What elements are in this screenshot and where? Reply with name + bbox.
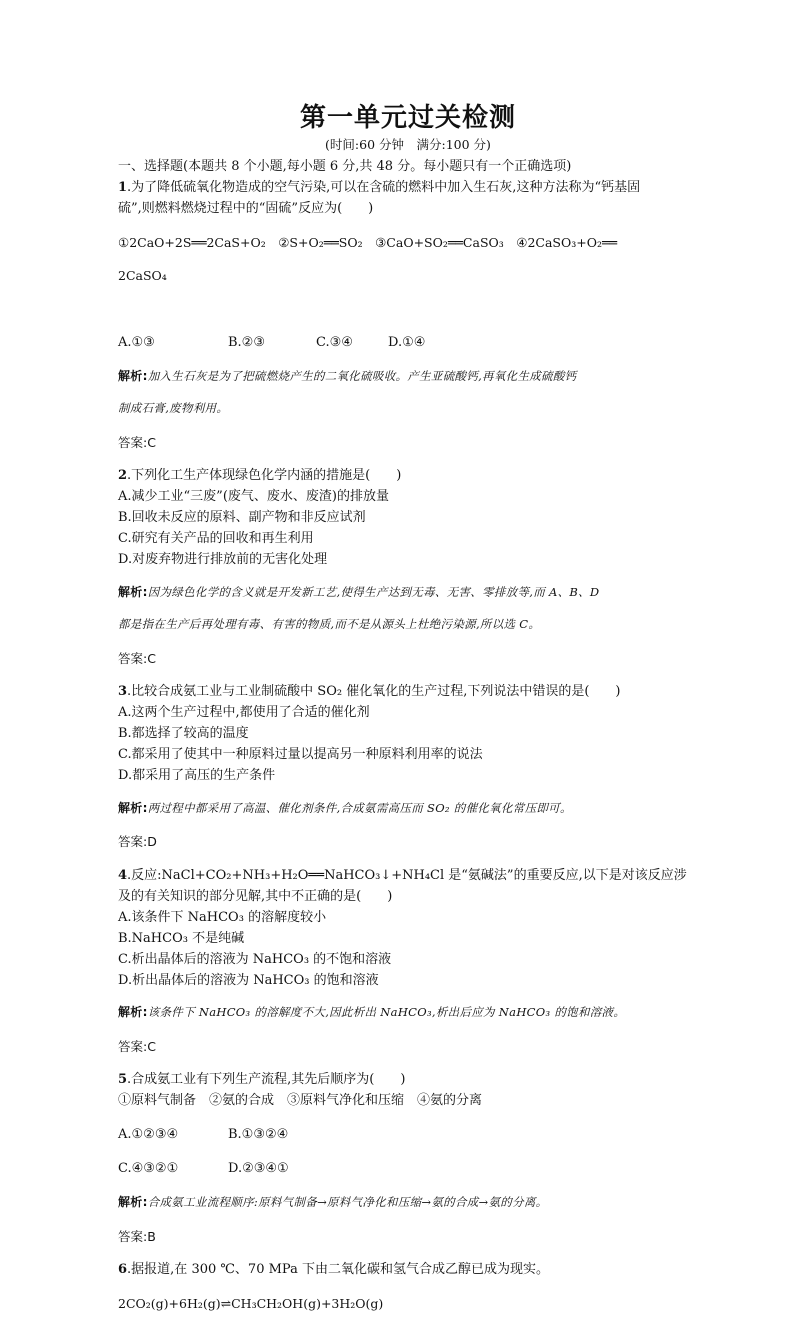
question-6 [118,1259,698,1314]
explanation-label: 解析: [118,1005,148,1019]
explanation-text: 加入生石灰是为了把硫燃烧产生的二氧化硫吸收。产生亚硫酸钙,再氧化生成硫酸钙 [147,368,577,383]
explanation-label: 解析: [118,368,148,383]
question-number: 5 [118,1072,128,1087]
page-title: 第一单元过关检测 [299,103,516,133]
option: D.②③④① [228,1161,289,1176]
explanation [118,1192,698,1213]
explanation-text: 合成氨工业流程顺序:原料气制备→原料气净化和压缩→氨的合成→氨的分离。 [147,1195,548,1209]
option: A.减少工业“三废”(废气、废水、废渣)的排放量 [118,489,389,504]
option: D.对废弃物进行排放前的无害化处理 [118,552,328,567]
explanation [118,798,698,819]
question-stem [118,865,698,886]
option: B.②③ [228,334,265,350]
explanation-text: 都是指在生产后再处理有毒、有害的物质,而不是从源头上杜绝污染源,所以选 C。 [118,617,541,631]
question-number: 1 [118,180,128,195]
answer-value: C [147,650,156,666]
question-stem [118,465,698,486]
equation-list: 2CaSO₄ [118,268,167,283]
exam-duration-score: (时间:60 分钟 满分:100 分) [325,137,491,152]
answer [118,648,698,669]
option-row [118,332,698,353]
exam-page [118,100,698,1326]
explanation [118,366,698,387]
question-5 [118,1069,698,1247]
section-heading: 一、选择题(本题共 8 个小题,每小题 6 分,共 48 分。每小题只有一个正确选项) [118,159,572,174]
question-text: .下列化工生产体现绿色化学内涵的措施是( ) [127,468,402,483]
question-number: 2 [118,468,128,483]
option: C.④③②① [118,1161,179,1176]
answer-label: 答案: [118,650,148,666]
option: C.研究有关产品的回收和再生利用 [118,531,314,546]
question-stem [118,177,698,198]
option: D.①④ [388,334,426,350]
explanation-text: 两过程中都采用了高温、催化剂条件,合成氨需高压而 SO₂ 的催化氧化常压即可。 [147,800,572,815]
option: C.③④ [316,334,353,350]
answer-label: 答案: [118,434,148,450]
answer-value: B [147,1228,156,1244]
question-2 [118,465,698,669]
question-3 [118,681,698,852]
answer [118,1226,698,1247]
process-steps: ①原料气制备 ②氨的合成 ③原料气净化和压缩 ④氨的分离 [118,1093,483,1108]
question-stem [118,681,698,702]
question-text: 及的有关知识的部分见解,其中不正确的是( ) [118,888,393,904]
question-4 [118,865,698,1057]
question-number: 4 [118,867,128,883]
explanation-label: 解析: [118,800,148,815]
option: D.析出晶体后的溶液为 NaHCO₃ 的饱和溶液 [118,972,379,988]
answer-value: C [147,434,156,450]
option: C.都采用了使其中一种原料过量以提高另一种原料利用率的说法 [118,747,483,762]
explanation-text: 因为绿色化学的含义就是开发新工艺,使得生产达到无毒、无害、零排放等,而 A、B、D [147,584,600,599]
equation-list: ①2CaO+2S══2CaS+O₂ ②S+O₂══SO₂ ③CaO+SO₂══CaSO₃ ④2CaSO₃+O₂══ [118,234,618,250]
question-text: .比较合成氨工业与工业制硫酸中 SO₂ 催化氧化的生产过程,下列说法中错误的是( ) [127,684,621,699]
question-text: 硫”,则燃料燃烧过程中的“固硫”反应为( ) [118,201,374,216]
explanation-text: 该条件下 NaHCO₃ 的溶解度不大,因此析出 NaHCO₃,析出后应为 NaHCO₃ 的饱和溶液。 [147,1005,626,1019]
option: C.析出晶体后的溶液为 NaHCO₃ 的不饱和溶液 [118,951,392,967]
answer-label: 答案: [118,1228,148,1244]
option: A.该条件下 NaHCO₃ 的溶解度较小 [118,909,327,925]
question-text: .为了降低硫氧化物造成的空气污染,可以在含硫的燃料中加入生石灰,这种方法称为“钙基固 [127,180,641,195]
reaction-equation: 2CO₂(g)+6H₂(g)⇌CH₃CH₂OH(g)+3H₂O(g) [118,1295,384,1311]
explanation [118,582,698,603]
answer [118,1036,698,1057]
answer [118,432,698,453]
option-row [118,1124,698,1145]
question-stem [118,1259,698,1280]
question-number: 6 [118,1262,128,1277]
question-text: .反应:NaCl+CO₂+NH₃+H₂O══NaHCO₃↓+NH₄Cl 是“氨碱法”的重要反应,以下是对该反应涉 [127,867,687,883]
explanation-text: 制成石膏,废物利用。 [118,401,229,415]
answer-value: D [147,834,157,849]
option: D.都采用了高压的生产条件 [118,768,276,783]
option: A.①③ [118,334,155,350]
answer-value: C [147,1038,156,1054]
answer [118,831,698,852]
option: A.这两个生产过程中,都使用了合适的催化剂 [118,705,370,720]
option: B.都选择了较高的温度 [118,726,249,741]
explanation [118,1002,698,1023]
question-stem [118,1069,698,1090]
question-number: 3 [118,684,128,699]
question-1 [118,177,698,453]
answer-label: 答案: [118,1038,148,1054]
answer-label: 答案: [118,834,148,849]
option: A.①②③④ [118,1127,179,1142]
option-row [118,1158,698,1179]
option: B.回收未反应的原料、副产物和非反应试剂 [118,510,366,525]
explanation-label: 解析: [118,1195,148,1209]
explanation-label: 解析: [118,584,148,599]
question-text: .据报道,在 300 ℃、70 MPa 下由二氧化碳和氢气合成乙醇已成为现实。 [127,1262,549,1277]
option: B.NaHCO₃ 不是纯碱 [118,930,245,946]
question-text: .合成氨工业有下列生产流程,其先后顺序为( ) [127,1072,406,1087]
option: B.①③②④ [228,1127,289,1142]
